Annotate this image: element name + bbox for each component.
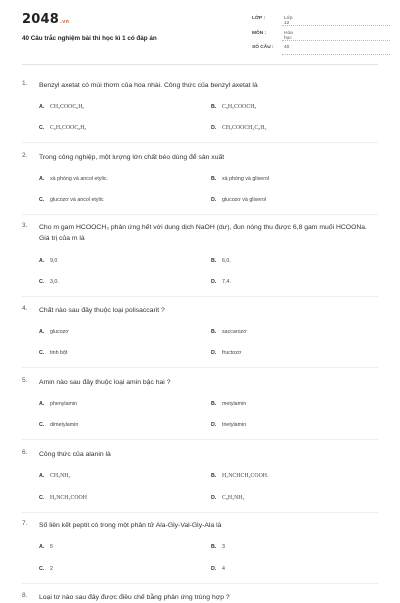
option-text: xà phòng và glixerol [222,176,270,182]
question-text: Cho m gam HCOOCH₃ phản ứng hết với dung dịch NaOH (dư), đun nóng thu được 6,8 gam muối HCOONa. Giá trị của m là [39,224,367,242]
option-text: fructozơ [222,350,242,356]
option-letter: A. [39,329,45,335]
question-text: Số liên kết peptit có trong một phân tử Ala-Gly-Val-Gly-Ala là [39,522,222,529]
option-letter: C. [39,422,45,428]
option-text: 6,0. [222,258,231,264]
option-letter: C. [39,566,45,572]
option-text: glucozơ và glixerol [222,197,267,203]
question-number: 4. [22,305,28,312]
option-text: dimetylamin [50,422,79,428]
option-text: 2 [50,566,53,572]
meta-count-value: 40 [284,45,290,50]
option-letter: A. [39,104,45,110]
option-letter: C. [39,279,45,285]
option-letter: D. [211,279,217,285]
option-letter: A. [39,258,45,264]
meta-count-label: SỐ CÂU : [252,45,274,50]
page-header [0,0,400,68]
option-letter: B. [211,544,217,550]
option-letter: A. [39,401,45,407]
option-letter: A. [39,544,45,550]
question-number: 6. [22,449,28,456]
option-text: 4 [222,566,225,572]
option-text: CH₃COOCH₂C₆H₅ [222,125,267,131]
option-letter: B. [211,329,217,335]
option-text: CH₃COOC₆H₅ [50,104,85,110]
site-logo[interactable] [22,12,69,27]
option-text: C₆H₅COOCH₃ [222,104,257,110]
option-letter: B. [211,104,217,110]
option-letter: C. [39,197,45,203]
option-letter: B. [211,258,217,264]
option-text: H₂NCH₂COOH [50,495,87,501]
option-letter: D. [211,566,217,572]
option-text: C₆H₅NH₂ [222,495,245,501]
option-letter: B. [211,176,217,182]
option-text: trietylamin [222,422,247,428]
question-number: 7. [22,520,28,527]
option-text: 3 [222,544,225,550]
option-text: glucozơ và ancol etylic [50,197,104,203]
option-letter: C. [39,495,45,501]
logo-text: 2048 [22,12,59,27]
question-divider [22,214,378,215]
option-text: 5 [50,544,53,550]
meta-subject-value: Hóa học [284,31,293,41]
option-text: saccarozơ [222,329,247,335]
meta-class-value: Lớp 12 [284,16,293,26]
option-text: metylamin [222,401,247,407]
option-text: tinh bột [50,350,68,356]
option-letter: B. [211,473,217,479]
option-text: H₂NCHCH₃COOH. [222,473,269,479]
meta-class-label: LỚP : [252,16,266,21]
question-number: 8. [22,592,28,599]
question-divider [22,296,378,297]
document-title: 40 Câu trắc nghiệm bài thi học kì 1 có đáp án [22,35,157,42]
question-text: Công thức của alanin là [39,451,111,458]
header-divider [22,64,378,65]
option-text: phenylamin [50,401,78,407]
option-letter: D. [211,350,217,356]
question-number: 5. [22,377,28,384]
option-letter: D. [211,197,217,203]
option-letter: D. [211,125,217,131]
question-text: Trong công nghiệp, một lượng lớn chất béo dùng để sản xuất [39,154,225,161]
option-text: glucozơ [50,329,69,335]
option-letter: D. [211,422,217,428]
option-text: 7,4. [222,279,231,285]
question-divider [22,142,378,143]
question-divider [22,512,378,513]
question-number: 2. [22,152,28,159]
question-divider [22,439,378,440]
option-letter: D. [211,495,217,501]
question-number: 1. [22,80,28,87]
option-letter: C. [39,125,45,131]
question-divider [22,367,378,368]
option-letter: B. [211,401,217,407]
option-text: xà phòng và ancol etylic. [50,176,109,182]
option-text: C₆H₅COOC₆H₅ [50,125,87,131]
question-text: Loại tơ nào sau đây được điều chế bằng phản ứng trùng hợp ? [39,594,230,601]
logo-suffix: .vn [59,19,70,25]
option-letter: C. [39,350,45,356]
question-text: Benzyl axetat có mùi thơm của hoa nhài. Công thức của benzyl axetat là [39,82,258,89]
question-text: Amin nào sau đây thuộc loại amin bậc hai ? [39,379,171,386]
question-text: Chất nào sau đây thuộc loại polisaccarit ? [39,307,165,314]
option-letter: A. [39,473,45,479]
question-number: 3. [22,222,28,229]
option-text: CH₃NH₂ [50,473,71,479]
option-text: 3,0. [50,279,59,285]
option-letter: A. [39,176,45,182]
meta-subject-label: MÔN : [252,31,267,36]
option-text: 9,0 [50,258,58,264]
question-divider [22,583,378,584]
